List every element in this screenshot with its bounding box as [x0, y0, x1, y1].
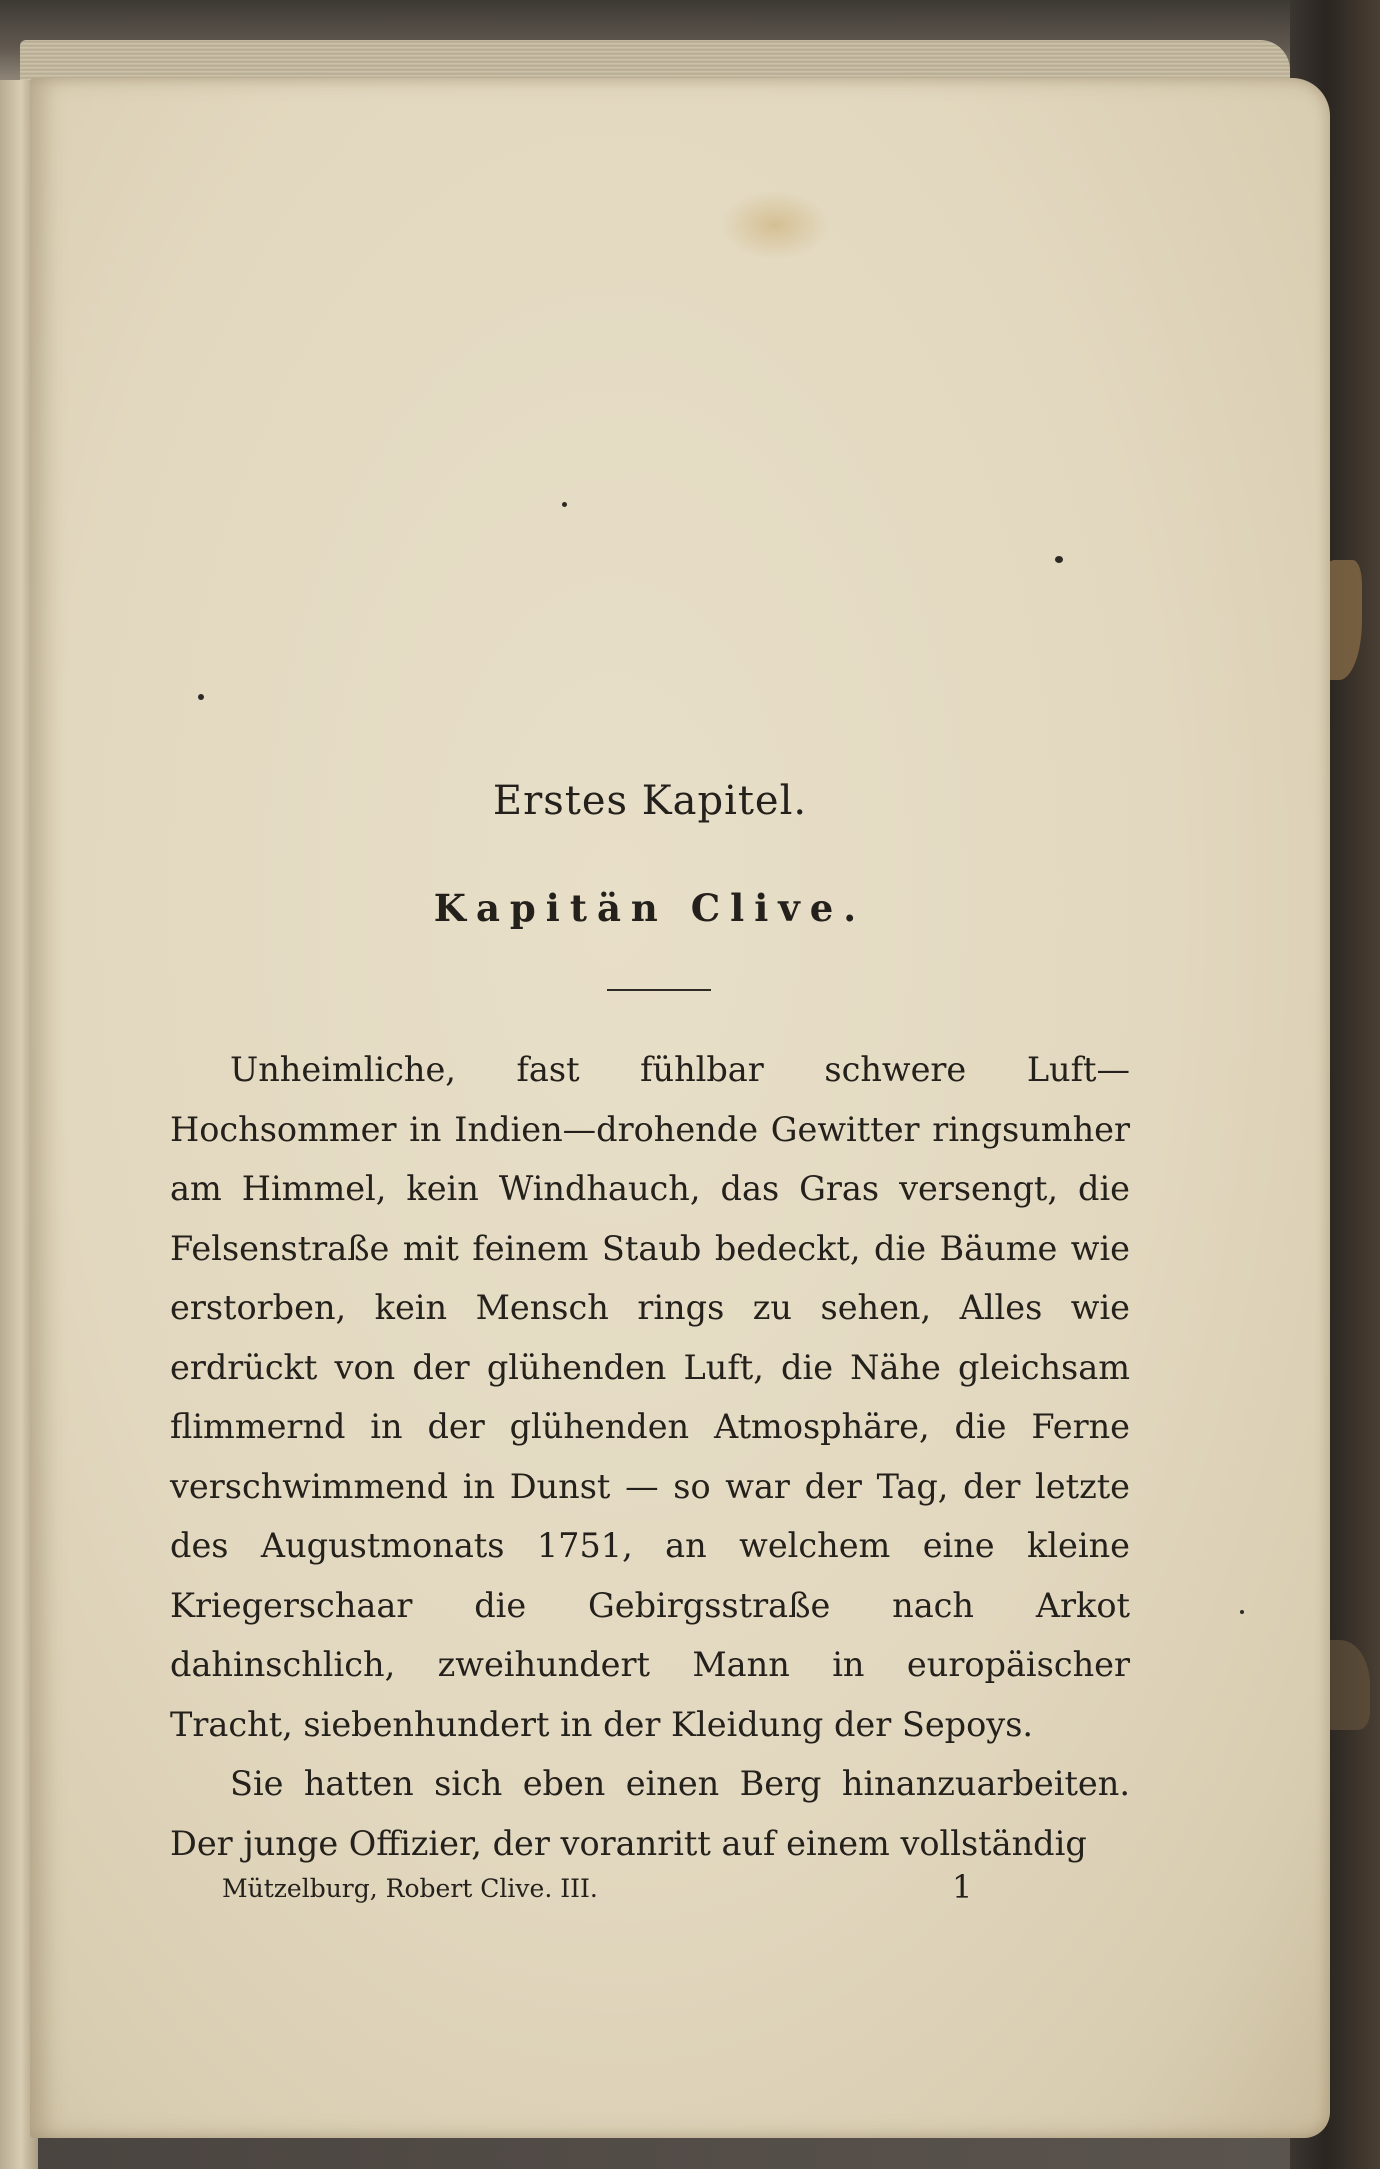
page-number: 1 — [952, 1868, 973, 1906]
paper-speck — [198, 694, 204, 700]
paper-speck — [1055, 556, 1063, 563]
book-page — [30, 78, 1330, 2138]
page-footer — [222, 1868, 1022, 1914]
chapter-divider — [607, 989, 711, 991]
paper-stain — [720, 190, 830, 260]
paragraph: Unheimliche, fast fühlbar schwere Luft—Hochsommer in Indien—drohende Gewitter ringsumher am Himmel, kein Windhauch, das Gras versengt, die Felsenstraße mit feinem Staub bedeckt, die Bäume wie erstorben, kein Mensch rings zu sehen, Alles wie erdrückt von der glühenden Luft, die Nähe gleichsam flimmernd in der glühenden Atmosphäre, die Ferne verschwimmend in Dunst — so war der Tag, der letzte des Augustmonats 1751, an welchem eine kleine Kriegerschaar die Gebirgsstraße nach Arkot dahinschlich, zweihundert Mann in europäischer Tracht, siebenhundert in der Kleidung der Sepoys. — [170, 1050, 1130, 1744]
paper-speck — [562, 502, 567, 507]
paper-speck — [1240, 1610, 1244, 1614]
chapter-title: Erstes Kapitel. — [492, 778, 808, 824]
paragraph: Sie hatten sich eben einen Berg hinanzuarbeiten. Der junge Offizier, der voranritt auf einem vollständig — [170, 1764, 1130, 1863]
chapter-subtitle: Kapitän Clive. — [433, 886, 867, 930]
chapter-body — [170, 1040, 1130, 1873]
signature-mark: Mützelburg, Robert Clive. III. — [222, 1874, 598, 1903]
